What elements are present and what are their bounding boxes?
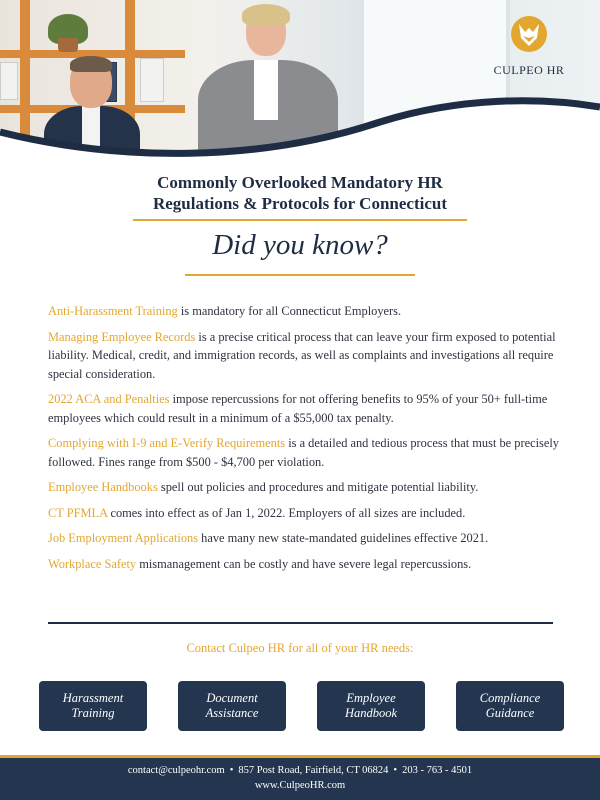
list-item [48, 478, 563, 497]
item-text: comes into effect as of Jan 1, 2022. Employers of all sizes are included. [107, 505, 466, 520]
plant-pot [58, 38, 78, 52]
item-text: is a precise critical process that can leave your firm exposed to potential liability. Medical, credit, and immigration records, as well as complaints and investigations all require special consideration. [48, 329, 556, 381]
compliance-guidance-button[interactable]: Compliance Guidance [456, 681, 564, 731]
regulation-list [48, 302, 563, 580]
item-text: is a detailed and tedious process that must be precisely followed. Fines range from $500 - $4,700 per violation. [48, 436, 560, 469]
item-text: have many new state-mandated guidelines effective 2021. [198, 531, 489, 545]
item-highlight: Anti-Harassment Training [48, 304, 178, 318]
footer-email[interactable]: contact@culpeohr.com [127, 765, 225, 776]
item-highlight: Managing Employee Records [48, 329, 196, 344]
item-highlight: 2022 ACA and Penalties [48, 392, 170, 406]
footer [0, 755, 600, 800]
service-buttons [39, 681, 564, 731]
item-highlight: Employee Handbooks [48, 480, 158, 494]
footer-address: 857 Post Road, Fairfield, CT 06824 [238, 765, 389, 776]
list-item [48, 555, 563, 574]
footer-phone[interactable]: 203 - 763 - 4501 [402, 765, 473, 776]
content-divider [48, 622, 553, 624]
item-highlight: CT PFMLA [48, 505, 108, 520]
did-you-know-heading: Did you know? [212, 229, 388, 261]
list-item [48, 390, 563, 427]
document-assistance-button[interactable]: Document Assistance [178, 681, 286, 731]
item-highlight: Workplace Safety [48, 556, 137, 571]
item-text: mismanagement can be costly and have severe legal repercussions. [136, 556, 472, 571]
subhead-divider [185, 274, 415, 276]
footer-website[interactable]: www.CulpeoHR.com [254, 780, 346, 791]
separator-dot-icon: • [393, 765, 398, 776]
list-item [48, 328, 563, 384]
list-item [48, 302, 563, 321]
culpeo-logo [484, 14, 574, 78]
list-item [48, 529, 563, 548]
logo-name: CULPEO HR [493, 63, 565, 77]
item-highlight: Complying with I-9 and E-Verify Requirements [48, 436, 286, 450]
footer-contact-line [0, 765, 600, 776]
title-divider [133, 219, 467, 221]
item-text: spell out policies and procedures and mitigate potential liability. [157, 480, 479, 494]
item-text: impose repercussions for not offering benefits to 95% of your 50+ full-time employees which could result in a minimum of a $55,000 tax penalty. [48, 392, 548, 425]
title-line-2: Regulations & Protocols for Connecticut [152, 194, 447, 213]
harassment-training-button[interactable]: Harassment Training [39, 681, 147, 731]
list-item [48, 434, 563, 471]
item-highlight: Job Employment Applications [48, 531, 199, 545]
employee-handbook-button[interactable]: Employee Handbook [317, 681, 425, 731]
hero-wave [0, 92, 600, 172]
item-text: is mandatory for all Connecticut Employers. [177, 304, 402, 318]
separator-dot-icon: • [229, 765, 234, 776]
title-line-1: Commonly Overlooked Mandatory HR [157, 173, 443, 192]
page-title [0, 172, 600, 214]
fox-logo-icon [509, 14, 549, 54]
contact-callout: Contact Culpeo HR for all of your HR needs: [186, 641, 414, 655]
list-item [48, 504, 563, 523]
